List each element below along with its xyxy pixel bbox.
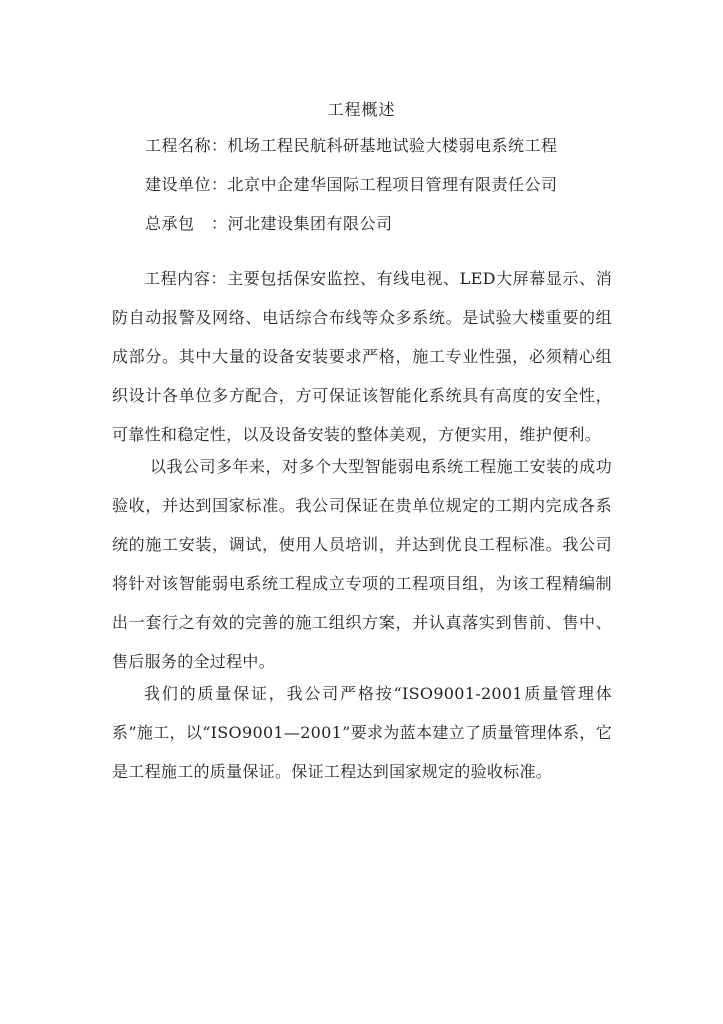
contractor-label: 总承包 ： xyxy=(145,214,228,233)
builder-value: 北京中企建华国际工程项目管理有限责任公司 xyxy=(227,175,558,194)
contractor-line xyxy=(145,211,393,234)
project-name-line xyxy=(145,133,558,156)
paragraph-project-content: 工程内容：主要包括保安监控、有线电视、LED大屏幕显示、消防自动报警及网络、电话综合布线等众多系统。是试验大楼重要的组成部分。其中大量的设备安装要求严格，施工专业性强，必须精心组织设计各单位多方配合，方可保证该智能化系统具有高度的安全性，可靠性和稳定性，以及设备安装的整体美观，方便实用，维护便利。 xyxy=(112,269,612,444)
project-name-value: 机场工程民航科研基地试验大楼弱电系统工程 xyxy=(227,136,558,155)
contractor-value: 河北建设集团有限公司 xyxy=(227,214,393,233)
builder-label: 建设单位： xyxy=(145,175,228,194)
document-title: 工程概述 xyxy=(327,100,396,119)
builder-line xyxy=(145,172,558,195)
project-name-label: 工程名称： xyxy=(145,136,228,155)
paragraph-company-guarantee: 以我公司多年来，对多个大型智能弱电系统工程施工安装的成功验收，并达到国家标准。我公司保证在贵单位规定的工期内完成各系统的施工安装，调试，使用人员培训，并达到优良工程标准。我公司将针对该智能弱电系统工程成立专项的工程项目组，为该工程精编制出一套行之有效的完善的施工组织方案，并认真落实到售前、售中、售后服务的全过程中。 xyxy=(112,457,612,671)
paragraph-quality-assurance: 我们的质量保证，我公司严格按“ISO9001-2001质量管理体系”施工，以“ISO9001—2001”要求为蓝本建立了质量管理体系，它是工程施工的质量保证。保证工程达到国家规定的验收标准。 xyxy=(112,684,612,781)
